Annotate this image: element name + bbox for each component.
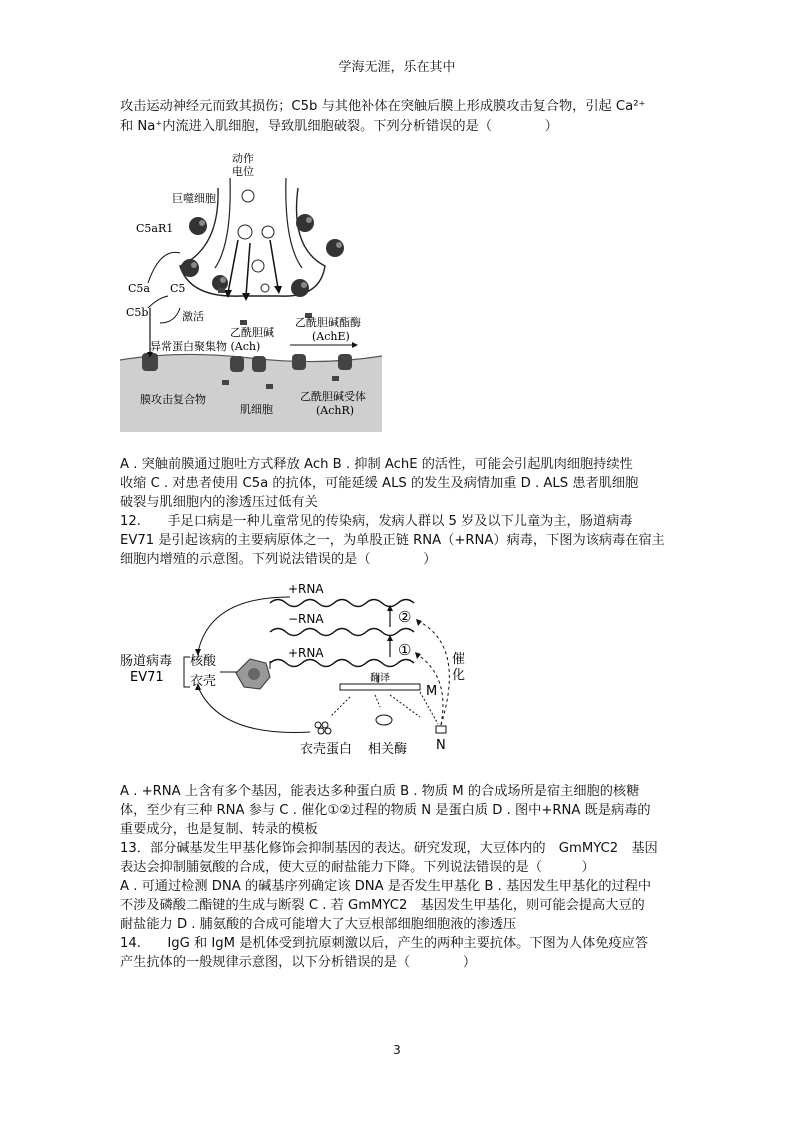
- page-header: 学海无涯，乐在其中: [338, 60, 456, 75]
- q11-options-line: A . 突触前膜通过胞吐方式释放 Ach B . 抑制 AchE 的活性，可能会引起肌肉细胞持续性: [120, 457, 633, 472]
- catalyze-label: 催: [452, 652, 466, 667]
- virus-replication-diagram: [120, 577, 480, 762]
- vesicle: [242, 190, 254, 202]
- macrophage-cell: [326, 239, 344, 257]
- minus-rna-strand: [270, 629, 414, 636]
- mac-label: 膜攻击复合物: [140, 393, 206, 406]
- ache-abbr-label: (AchE): [312, 330, 350, 343]
- n-label: N: [436, 738, 446, 753]
- achr-abbr-label: (AchR): [316, 404, 355, 417]
- nucleic-acid-label: 核酸: [190, 654, 217, 669]
- c5a-label: C5a: [128, 282, 150, 295]
- achr-receptor: [230, 356, 244, 372]
- m-label: M: [426, 684, 438, 699]
- q12-options-line: 体，至少有三种 RNA 参与 C . 催化①②过程的物质 N 是蛋白质 D . 图中+RNA 既是病毒的: [120, 803, 651, 818]
- c5ar1-label: C5aR1: [136, 222, 174, 235]
- c5-label: C5: [170, 282, 186, 295]
- n-protein-box: [436, 726, 446, 733]
- capsid-protein-label: 衣壳蛋白: [300, 742, 353, 757]
- abnormal-aggregate-label: 异常蛋白聚集物 (Ach): [150, 340, 261, 353]
- achr-receptor: [252, 356, 266, 372]
- translation-label: 翻译: [370, 673, 390, 684]
- virus-name-label: 肠道病毒: [120, 654, 173, 669]
- plus-rna-label: +RNA: [288, 646, 324, 660]
- capsid-label: 衣壳: [190, 674, 217, 689]
- minus-rna-label: −RNA: [288, 612, 324, 626]
- achr-label: 乙酰胆碱受体: [300, 390, 366, 403]
- macrophage-cell: [296, 214, 314, 232]
- plus-rna-label: +RNA: [288, 582, 324, 596]
- capsid-protein-dots: [315, 722, 331, 734]
- step-1-marker: ①: [398, 641, 412, 659]
- q13-line: A . 可通过检测 DNA 的碱基序列确定该 DNA 是否发生甲基化 B . 基因发生甲基化的过程中: [120, 879, 652, 894]
- step-2-marker: ②: [398, 608, 412, 626]
- catalyze-label: 化: [452, 668, 466, 683]
- q11-stem-line: 和 Na⁺内流进入肌细胞，导致肌细胞破裂。下列分析错误的是（ ）: [120, 119, 558, 134]
- vesicle: [238, 225, 252, 239]
- macrophage-cell: [189, 217, 207, 235]
- vesicle: [262, 226, 274, 238]
- activate-label: 激活: [182, 310, 204, 323]
- q12-options-line: 重要成分，也是复制、转录的模板: [120, 822, 318, 837]
- action-potential-label: 电位: [232, 165, 254, 178]
- vesicle: [261, 284, 269, 292]
- q11-options-line: 收缩 C . 对患者使用 C5a 的抗体，可能延缓 ALS 的发生及病情加重 D . ALS 患者肌细胞: [120, 476, 639, 491]
- q14-line: 14. IgG 和 IgM 是机体受到抗原刺激以后，产生的两种主要抗体。下图为人体免疫应答: [120, 936, 649, 951]
- enzyme-label: 相关酶: [368, 742, 408, 757]
- q13-line: 表达会抑制脯氨酸的合成，使大豆的耐盐能力下降。下列说法错误的是（ ）: [120, 860, 595, 875]
- q12-stem-line: 细胞内增殖的示意图。下列说法错误的是（ ）: [120, 552, 437, 567]
- vesicle: [252, 260, 264, 272]
- plus-rna-strand: [270, 600, 414, 607]
- q11-options-line: 破裂与肌细胞内的渗透压过低有关: [120, 495, 318, 510]
- macrophage-cell: [181, 259, 199, 277]
- translation-bar: [340, 684, 420, 690]
- q13-line: 不涉及磷酸二酯键的生成与断裂 C . 若 GmMYC2 基因发生甲基化，则可能会提高大豆的: [120, 898, 645, 913]
- virus-name-label: EV71: [130, 670, 164, 685]
- synapse-diagram: [120, 148, 385, 433]
- page-number: 3: [393, 1043, 401, 1057]
- q14-line: 产生抗体的一般规律示意图，以下分析错误的是（ ）: [120, 955, 477, 970]
- achr-receptor: [292, 354, 306, 370]
- q13-line: 13．部分碱基发生甲基化修饰会抑制基因的表达。研究发现，大豆体内的 GmMYC2 基因: [120, 841, 658, 856]
- q12-options-line: A . +RNA 上含有多个基因，能表达多种蛋白质 B . 物质 M 的合成场所是宿主细胞的核糖: [120, 784, 640, 799]
- q13-line: 耐盐能力 D . 脯氨酸的合成可能增大了大豆根部细胞细胞液的渗透压: [120, 917, 517, 932]
- ache-label: 乙酰胆碱酯酶: [295, 316, 361, 329]
- plus-rna-strand: [270, 660, 414, 667]
- macrophage-cell: [291, 279, 309, 297]
- muscle-cell-label: 肌细胞: [240, 403, 273, 416]
- ach-label: 乙酰胆碱: [230, 326, 274, 339]
- q12-stem-line: EV71 是引起该病的主要病原体之一，为单股正链 RNA（+RNA）病毒，下图为该病毒在宿主: [120, 533, 665, 548]
- q11-stem-line: 攻击运动神经元而致其损伤；C5b 与其他补体在突触后膜上形成膜攻击复合物，引起 Ca²⁺: [120, 99, 646, 114]
- enzyme-shape: [376, 715, 392, 725]
- virus-core: [248, 668, 260, 680]
- action-potential-label: 动作: [232, 152, 254, 165]
- macrophage-label: 巨噬细胞: [172, 192, 216, 205]
- c5b-label: C5b: [126, 306, 149, 319]
- achr-receptor: [338, 354, 352, 370]
- q12-stem-line: 12. 手足口病是一种儿童常见的传染病，发病人群以 5 岁及以下儿童为主，肠道病毒: [120, 514, 633, 529]
